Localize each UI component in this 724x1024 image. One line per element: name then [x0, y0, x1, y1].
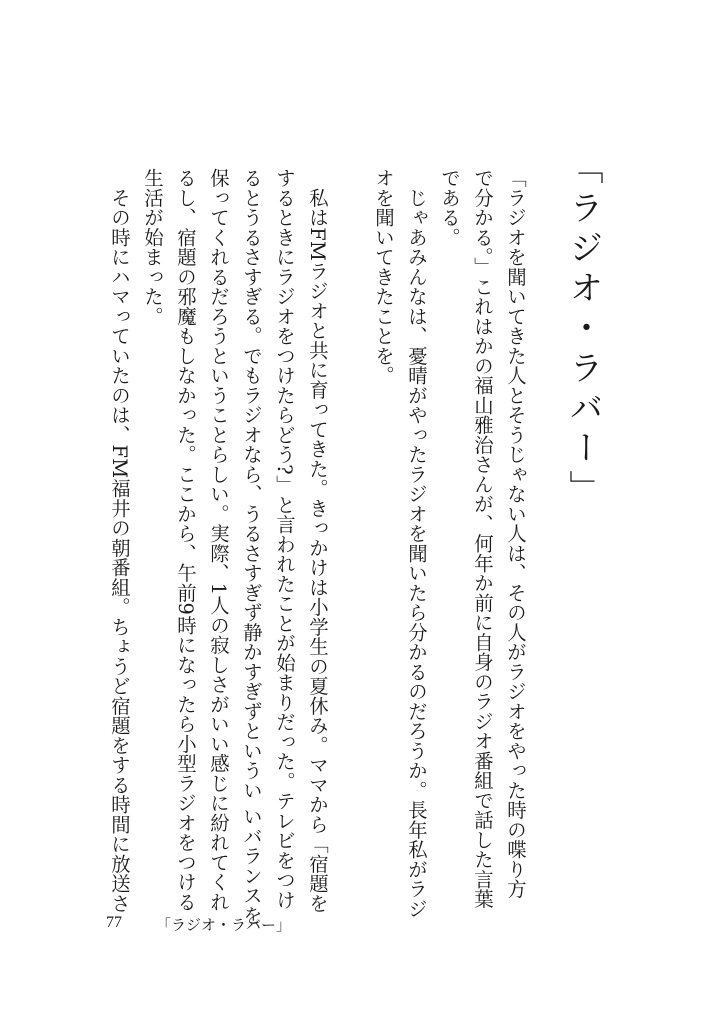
body-line-10: 保ってくれるだろうということらしい。実際、1人の寂しさがいい感じに紛れてくれ: [207, 168, 230, 912]
page-number: 77: [106, 914, 122, 931]
running-head: 「ラジオ・ラバー」: [156, 916, 292, 934]
body-line-12: 生活が始まった。: [141, 168, 164, 326]
body-line-1: 「ラジオを聞いてきた人とそうじゃない人は、その人がラジオをやった時の喋り方: [504, 168, 527, 899]
body-line-8: するときにラジオをつけたらどう?」と言われたことが始まりだった。テレビをつけ: [273, 168, 296, 910]
body-line-9: るとうるさすぎる。でもラジオなら、うるさすぎず静かすぎずというい いバランスを: [240, 168, 263, 926]
body-line-13: その時にハマっていたのは、FM福井の朝番組。ちょうど宿題をする時間に放送さ: [108, 168, 131, 914]
body-line-7: 私はFMラジオと共に育ってきた。きっかけは小学生の夏休み。ママから「宿題を: [306, 168, 329, 914]
body-line-5: オを聞いてきたことを。: [372, 168, 395, 386]
body-line-2: で分かる。」これはかの福山雅治さんが、何年か前に自身のラジオ番組で話した言葉: [471, 168, 494, 909]
body-line-4: じゃあみんなは、憂晴がやったラジオを聞いたら分かるのだろうか。長年私がラジ: [405, 168, 428, 919]
body-line-3: である。: [438, 168, 461, 247]
chapter-title: 「ラジオ・ラバー」: [563, 150, 603, 510]
body-line-11: るし、宿題の邪魔もしなかった。ここから、午前9時になったら小型ラジオをつける: [174, 168, 197, 912]
